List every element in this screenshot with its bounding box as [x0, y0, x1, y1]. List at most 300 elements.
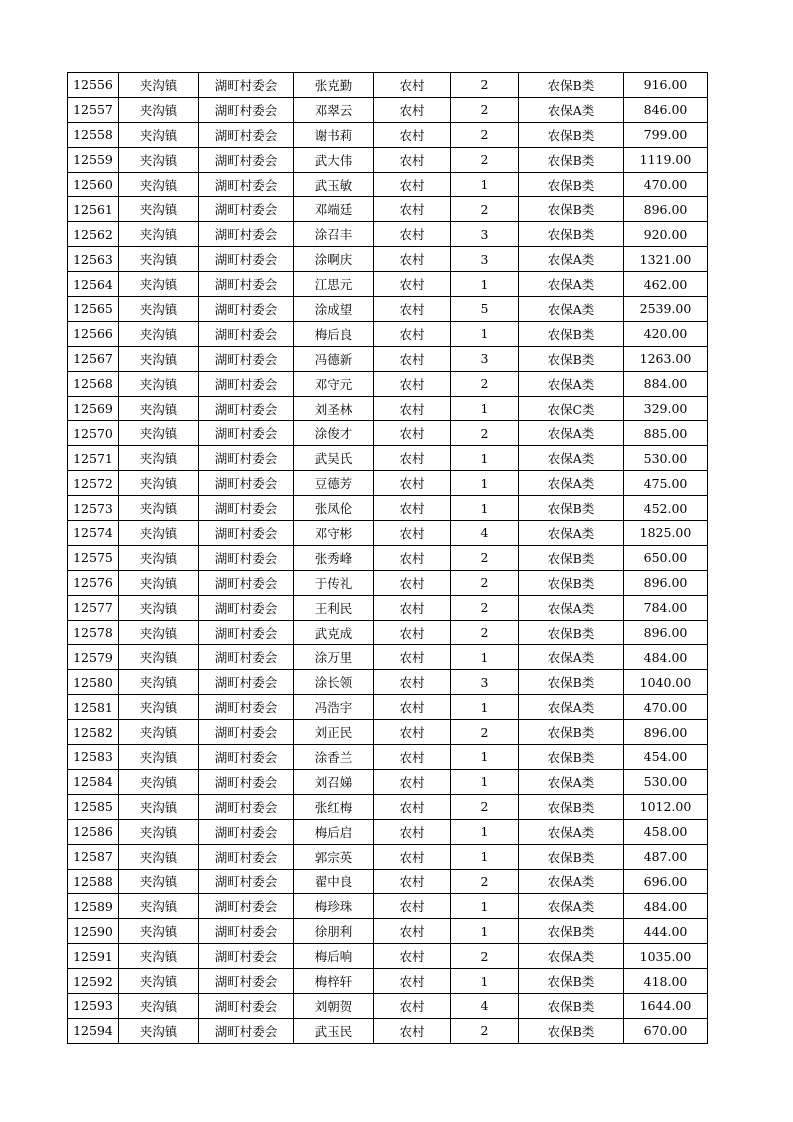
town-cell: 夹沟镇 — [119, 645, 199, 670]
household-count-cell: 2 — [451, 570, 519, 595]
village-cell: 湖町村委会 — [199, 944, 294, 969]
area-type-cell: 农村 — [374, 222, 451, 247]
village-cell: 湖町村委会 — [199, 745, 294, 770]
village-cell: 湖町村委会 — [199, 969, 294, 994]
amount-cell: 475.00 — [624, 471, 708, 496]
household-count-cell: 2 — [451, 1018, 519, 1043]
name-cell: 翟中良 — [294, 869, 374, 894]
record-id: 12581 — [68, 695, 119, 720]
record-id: 12562 — [68, 222, 119, 247]
insurance-class-cell: 农保A类 — [519, 471, 624, 496]
record-id: 12586 — [68, 819, 119, 844]
area-type-cell: 农村 — [374, 446, 451, 471]
area-type-cell: 农村 — [374, 695, 451, 720]
amount-cell: 2539.00 — [624, 297, 708, 322]
insurance-class-cell: 农保A类 — [519, 894, 624, 919]
name-cell: 张红梅 — [294, 794, 374, 819]
town-cell: 夹沟镇 — [119, 1018, 199, 1043]
name-cell: 王利民 — [294, 595, 374, 620]
amount-cell: 329.00 — [624, 396, 708, 421]
area-type-cell: 农村 — [374, 869, 451, 894]
area-type-cell: 农村 — [374, 272, 451, 297]
village-cell: 湖町村委会 — [199, 670, 294, 695]
household-count-cell: 1 — [451, 496, 519, 521]
area-type-cell: 农村 — [374, 321, 451, 346]
name-cell: 武吴氏 — [294, 446, 374, 471]
record-id: 12575 — [68, 545, 119, 570]
table-row — [68, 919, 708, 944]
insurance-class-cell: 农保A类 — [519, 521, 624, 546]
record-id: 12559 — [68, 147, 119, 172]
village-cell: 湖町村委会 — [199, 620, 294, 645]
insurance-class-cell: 农保B类 — [519, 670, 624, 695]
insurance-class-cell: 农保B类 — [519, 122, 624, 147]
table-row — [68, 670, 708, 695]
area-type-cell: 农村 — [374, 745, 451, 770]
name-cell: 徐朋利 — [294, 919, 374, 944]
table-row — [68, 545, 708, 570]
village-cell: 湖町村委会 — [199, 73, 294, 98]
village-cell: 湖町村委会 — [199, 595, 294, 620]
household-count-cell: 2 — [451, 421, 519, 446]
amount-cell: 1035.00 — [624, 944, 708, 969]
insurance-class-cell: 农保A类 — [519, 247, 624, 272]
amount-cell: 1119.00 — [624, 147, 708, 172]
record-id: 12571 — [68, 446, 119, 471]
area-type-cell: 农村 — [374, 471, 451, 496]
town-cell: 夹沟镇 — [119, 122, 199, 147]
insurance-class-cell: 农保A类 — [519, 421, 624, 446]
area-type-cell: 农村 — [374, 794, 451, 819]
town-cell: 夹沟镇 — [119, 993, 199, 1018]
record-id: 12590 — [68, 919, 119, 944]
area-type-cell: 农村 — [374, 670, 451, 695]
record-id: 12572 — [68, 471, 119, 496]
area-type-cell: 农村 — [374, 620, 451, 645]
town-cell: 夹沟镇 — [119, 247, 199, 272]
record-id: 12574 — [68, 521, 119, 546]
household-count-cell: 1 — [451, 321, 519, 346]
insurance-class-cell: 农保B类 — [519, 745, 624, 770]
record-id: 12583 — [68, 745, 119, 770]
insurance-class-cell: 农保B类 — [519, 720, 624, 745]
town-cell: 夹沟镇 — [119, 321, 199, 346]
name-cell: 涂香兰 — [294, 745, 374, 770]
insurance-class-cell: 农保B类 — [519, 321, 624, 346]
amount-cell: 530.00 — [624, 769, 708, 794]
area-type-cell: 农村 — [374, 97, 451, 122]
insurance-class-cell: 农保A类 — [519, 645, 624, 670]
town-cell: 夹沟镇 — [119, 595, 199, 620]
name-cell: 邓翠云 — [294, 97, 374, 122]
village-cell: 湖町村委会 — [199, 919, 294, 944]
amount-cell: 670.00 — [624, 1018, 708, 1043]
household-count-cell: 1 — [451, 844, 519, 869]
household-count-cell: 2 — [451, 97, 519, 122]
amount-cell: 484.00 — [624, 894, 708, 919]
record-id: 12585 — [68, 794, 119, 819]
name-cell: 梅后启 — [294, 819, 374, 844]
insurance-class-cell: 农保B类 — [519, 73, 624, 98]
table-row — [68, 346, 708, 371]
area-type-cell: 农村 — [374, 645, 451, 670]
area-type-cell: 农村 — [374, 894, 451, 919]
amount-cell: 846.00 — [624, 97, 708, 122]
record-id: 12588 — [68, 869, 119, 894]
table-row — [68, 396, 708, 421]
town-cell: 夹沟镇 — [119, 919, 199, 944]
area-type-cell: 农村 — [374, 172, 451, 197]
household-count-cell: 3 — [451, 222, 519, 247]
village-cell: 湖町村委会 — [199, 894, 294, 919]
town-cell: 夹沟镇 — [119, 745, 199, 770]
household-count-cell: 1 — [451, 396, 519, 421]
name-cell: 邓端廷 — [294, 197, 374, 222]
town-cell: 夹沟镇 — [119, 620, 199, 645]
amount-cell: 650.00 — [624, 545, 708, 570]
household-count-cell: 2 — [451, 944, 519, 969]
insurance-class-cell: 农保B类 — [519, 346, 624, 371]
name-cell: 张克勤 — [294, 73, 374, 98]
household-count-cell: 2 — [451, 794, 519, 819]
record-id: 12589 — [68, 894, 119, 919]
village-cell: 湖町村委会 — [199, 147, 294, 172]
amount-cell: 920.00 — [624, 222, 708, 247]
amount-cell: 1825.00 — [624, 521, 708, 546]
area-type-cell: 农村 — [374, 297, 451, 322]
area-type-cell: 农村 — [374, 844, 451, 869]
name-cell: 江思元 — [294, 272, 374, 297]
household-count-cell: 3 — [451, 346, 519, 371]
record-id: 12569 — [68, 396, 119, 421]
village-cell: 湖町村委会 — [199, 521, 294, 546]
village-cell: 湖町村委会 — [199, 247, 294, 272]
household-count-cell: 2 — [451, 595, 519, 620]
insurance-class-cell: 农保B类 — [519, 969, 624, 994]
name-cell: 冯德新 — [294, 346, 374, 371]
household-count-cell: 3 — [451, 670, 519, 695]
insurance-class-cell: 农保A类 — [519, 297, 624, 322]
area-type-cell: 农村 — [374, 595, 451, 620]
amount-cell: 420.00 — [624, 321, 708, 346]
village-cell: 湖町村委会 — [199, 122, 294, 147]
village-cell: 湖町村委会 — [199, 272, 294, 297]
area-type-cell: 农村 — [374, 197, 451, 222]
amount-cell: 418.00 — [624, 969, 708, 994]
town-cell: 夹沟镇 — [119, 844, 199, 869]
record-id: 12582 — [68, 720, 119, 745]
household-count-cell: 2 — [451, 147, 519, 172]
insurance-class-cell: 农保B类 — [519, 794, 624, 819]
amount-cell: 487.00 — [624, 844, 708, 869]
household-count-cell: 3 — [451, 247, 519, 272]
table-row — [68, 321, 708, 346]
records-table — [67, 72, 708, 1044]
household-count-cell: 2 — [451, 73, 519, 98]
area-type-cell: 农村 — [374, 819, 451, 844]
table-row — [68, 745, 708, 770]
name-cell: 刘召娣 — [294, 769, 374, 794]
village-cell: 湖町村委会 — [199, 446, 294, 471]
amount-cell: 444.00 — [624, 919, 708, 944]
insurance-class-cell: 农保A类 — [519, 769, 624, 794]
insurance-class-cell: 农保B类 — [519, 496, 624, 521]
village-cell: 湖町村委会 — [199, 297, 294, 322]
insurance-class-cell: 农保A类 — [519, 595, 624, 620]
name-cell: 武玉民 — [294, 1018, 374, 1043]
table-row — [68, 769, 708, 794]
record-id: 12568 — [68, 371, 119, 396]
amount-cell: 484.00 — [624, 645, 708, 670]
town-cell: 夹沟镇 — [119, 670, 199, 695]
town-cell: 夹沟镇 — [119, 446, 199, 471]
household-count-cell: 2 — [451, 371, 519, 396]
village-cell: 湖町村委会 — [199, 496, 294, 521]
table-row — [68, 595, 708, 620]
record-id: 12570 — [68, 421, 119, 446]
table-row — [68, 97, 708, 122]
record-id: 12577 — [68, 595, 119, 620]
name-cell: 武克成 — [294, 620, 374, 645]
town-cell: 夹沟镇 — [119, 720, 199, 745]
amount-cell: 462.00 — [624, 272, 708, 297]
record-id: 12563 — [68, 247, 119, 272]
amount-cell: 530.00 — [624, 446, 708, 471]
insurance-class-cell: 农保A类 — [519, 97, 624, 122]
insurance-class-cell: 农保C类 — [519, 396, 624, 421]
record-id: 12558 — [68, 122, 119, 147]
household-count-cell: 1 — [451, 769, 519, 794]
town-cell: 夹沟镇 — [119, 371, 199, 396]
insurance-class-cell: 农保B类 — [519, 147, 624, 172]
name-cell: 涂长领 — [294, 670, 374, 695]
name-cell: 刘正民 — [294, 720, 374, 745]
record-id: 12561 — [68, 197, 119, 222]
name-cell: 刘圣林 — [294, 396, 374, 421]
area-type-cell: 农村 — [374, 545, 451, 570]
amount-cell: 454.00 — [624, 745, 708, 770]
table-row — [68, 944, 708, 969]
record-id: 12580 — [68, 670, 119, 695]
area-type-cell: 农村 — [374, 944, 451, 969]
village-cell: 湖町村委会 — [199, 371, 294, 396]
town-cell: 夹沟镇 — [119, 570, 199, 595]
name-cell: 涂召丰 — [294, 222, 374, 247]
insurance-class-cell: 农保A类 — [519, 944, 624, 969]
town-cell: 夹沟镇 — [119, 769, 199, 794]
table-row — [68, 122, 708, 147]
table-row — [68, 371, 708, 396]
record-id: 12593 — [68, 993, 119, 1018]
table-row — [68, 147, 708, 172]
village-cell: 湖町村委会 — [199, 396, 294, 421]
town-cell: 夹沟镇 — [119, 396, 199, 421]
town-cell: 夹沟镇 — [119, 496, 199, 521]
insurance-class-cell: 农保B类 — [519, 993, 624, 1018]
town-cell: 夹沟镇 — [119, 97, 199, 122]
insurance-class-cell: 农保A类 — [519, 869, 624, 894]
household-count-cell: 4 — [451, 521, 519, 546]
name-cell: 谢书莉 — [294, 122, 374, 147]
household-count-cell: 1 — [451, 272, 519, 297]
name-cell: 涂万里 — [294, 645, 374, 670]
insurance-class-cell: 农保B类 — [519, 222, 624, 247]
table-row — [68, 794, 708, 819]
village-cell: 湖町村委会 — [199, 1018, 294, 1043]
area-type-cell: 农村 — [374, 720, 451, 745]
insurance-class-cell: 农保B类 — [519, 620, 624, 645]
record-id: 12565 — [68, 297, 119, 322]
table-row — [68, 570, 708, 595]
area-type-cell: 农村 — [374, 147, 451, 172]
village-cell: 湖町村委会 — [199, 471, 294, 496]
table-row — [68, 844, 708, 869]
record-id: 12566 — [68, 321, 119, 346]
record-id: 12591 — [68, 944, 119, 969]
insurance-class-cell: 农保A类 — [519, 695, 624, 720]
name-cell: 刘朝贺 — [294, 993, 374, 1018]
village-cell: 湖町村委会 — [199, 421, 294, 446]
name-cell: 豆德芳 — [294, 471, 374, 496]
area-type-cell: 农村 — [374, 1018, 451, 1043]
record-id: 12564 — [68, 272, 119, 297]
village-cell: 湖町村委会 — [199, 570, 294, 595]
town-cell: 夹沟镇 — [119, 521, 199, 546]
record-id: 12573 — [68, 496, 119, 521]
village-cell: 湖町村委会 — [199, 769, 294, 794]
village-cell: 湖町村委会 — [199, 794, 294, 819]
amount-cell: 452.00 — [624, 496, 708, 521]
amount-cell: 696.00 — [624, 869, 708, 894]
table-row — [68, 993, 708, 1018]
table-row — [68, 197, 708, 222]
table-row — [68, 819, 708, 844]
town-cell: 夹沟镇 — [119, 894, 199, 919]
household-count-cell: 1 — [451, 471, 519, 496]
household-count-cell: 5 — [451, 297, 519, 322]
table-row — [68, 73, 708, 98]
household-count-cell: 1 — [451, 172, 519, 197]
table-row — [68, 247, 708, 272]
town-cell: 夹沟镇 — [119, 944, 199, 969]
name-cell: 冯浩宇 — [294, 695, 374, 720]
name-cell: 郭宗英 — [294, 844, 374, 869]
record-id: 12557 — [68, 97, 119, 122]
insurance-class-cell: 农保B类 — [519, 570, 624, 595]
amount-cell: 1263.00 — [624, 346, 708, 371]
area-type-cell: 农村 — [374, 371, 451, 396]
table-row — [68, 695, 708, 720]
area-type-cell: 农村 — [374, 421, 451, 446]
area-type-cell: 农村 — [374, 969, 451, 994]
insurance-class-cell: 农保A类 — [519, 371, 624, 396]
town-cell: 夹沟镇 — [119, 819, 199, 844]
area-type-cell: 农村 — [374, 247, 451, 272]
household-count-cell: 2 — [451, 197, 519, 222]
amount-cell: 1040.00 — [624, 670, 708, 695]
name-cell: 涂成望 — [294, 297, 374, 322]
household-count-cell: 1 — [451, 645, 519, 670]
table-row — [68, 969, 708, 994]
table-row — [68, 645, 708, 670]
village-cell: 湖町村委会 — [199, 346, 294, 371]
insurance-class-cell: 农保A类 — [519, 446, 624, 471]
town-cell: 夹沟镇 — [119, 471, 199, 496]
area-type-cell: 农村 — [374, 769, 451, 794]
town-cell: 夹沟镇 — [119, 297, 199, 322]
village-cell: 湖町村委会 — [199, 720, 294, 745]
table-row — [68, 172, 708, 197]
record-id: 12592 — [68, 969, 119, 994]
town-cell: 夹沟镇 — [119, 969, 199, 994]
area-type-cell: 农村 — [374, 570, 451, 595]
table-row — [68, 620, 708, 645]
record-id: 12578 — [68, 620, 119, 645]
town-cell: 夹沟镇 — [119, 172, 199, 197]
name-cell: 梅后良 — [294, 321, 374, 346]
table-row — [68, 471, 708, 496]
insurance-class-cell: 农保B类 — [519, 197, 624, 222]
table-row — [68, 869, 708, 894]
amount-cell: 1321.00 — [624, 247, 708, 272]
household-count-cell: 2 — [451, 545, 519, 570]
area-type-cell: 农村 — [374, 496, 451, 521]
insurance-class-cell: 农保B类 — [519, 172, 624, 197]
table-row — [68, 521, 708, 546]
town-cell: 夹沟镇 — [119, 794, 199, 819]
village-cell: 湖町村委会 — [199, 197, 294, 222]
area-type-cell: 农村 — [374, 73, 451, 98]
record-id: 12584 — [68, 769, 119, 794]
amount-cell: 884.00 — [624, 371, 708, 396]
town-cell: 夹沟镇 — [119, 147, 199, 172]
area-type-cell: 农村 — [374, 346, 451, 371]
insurance-class-cell: 农保A类 — [519, 272, 624, 297]
village-cell: 湖町村委会 — [199, 172, 294, 197]
name-cell: 于传礼 — [294, 570, 374, 595]
name-cell: 邓守元 — [294, 371, 374, 396]
table-row — [68, 894, 708, 919]
table-row — [68, 421, 708, 446]
record-id: 12594 — [68, 1018, 119, 1043]
household-count-cell: 4 — [451, 993, 519, 1018]
household-count-cell: 1 — [451, 919, 519, 944]
name-cell: 涂俊才 — [294, 421, 374, 446]
village-cell: 湖町村委会 — [199, 695, 294, 720]
name-cell: 梅后响 — [294, 944, 374, 969]
village-cell: 湖町村委会 — [199, 844, 294, 869]
town-cell: 夹沟镇 — [119, 421, 199, 446]
town-cell: 夹沟镇 — [119, 272, 199, 297]
name-cell: 武玉敏 — [294, 172, 374, 197]
table-row — [68, 446, 708, 471]
amount-cell: 470.00 — [624, 695, 708, 720]
name-cell: 梅珍珠 — [294, 894, 374, 919]
name-cell: 邓守彬 — [294, 521, 374, 546]
area-type-cell: 农村 — [374, 396, 451, 421]
household-count-cell: 1 — [451, 819, 519, 844]
insurance-class-cell: 农保B类 — [519, 919, 624, 944]
name-cell: 涂啊庆 — [294, 247, 374, 272]
town-cell: 夹沟镇 — [119, 545, 199, 570]
amount-cell: 1012.00 — [624, 794, 708, 819]
household-count-cell: 2 — [451, 122, 519, 147]
insurance-class-cell: 农保B类 — [519, 1018, 624, 1043]
village-cell: 湖町村委会 — [199, 222, 294, 247]
amount-cell: 896.00 — [624, 197, 708, 222]
household-count-cell: 1 — [451, 894, 519, 919]
records-body — [68, 73, 708, 1044]
